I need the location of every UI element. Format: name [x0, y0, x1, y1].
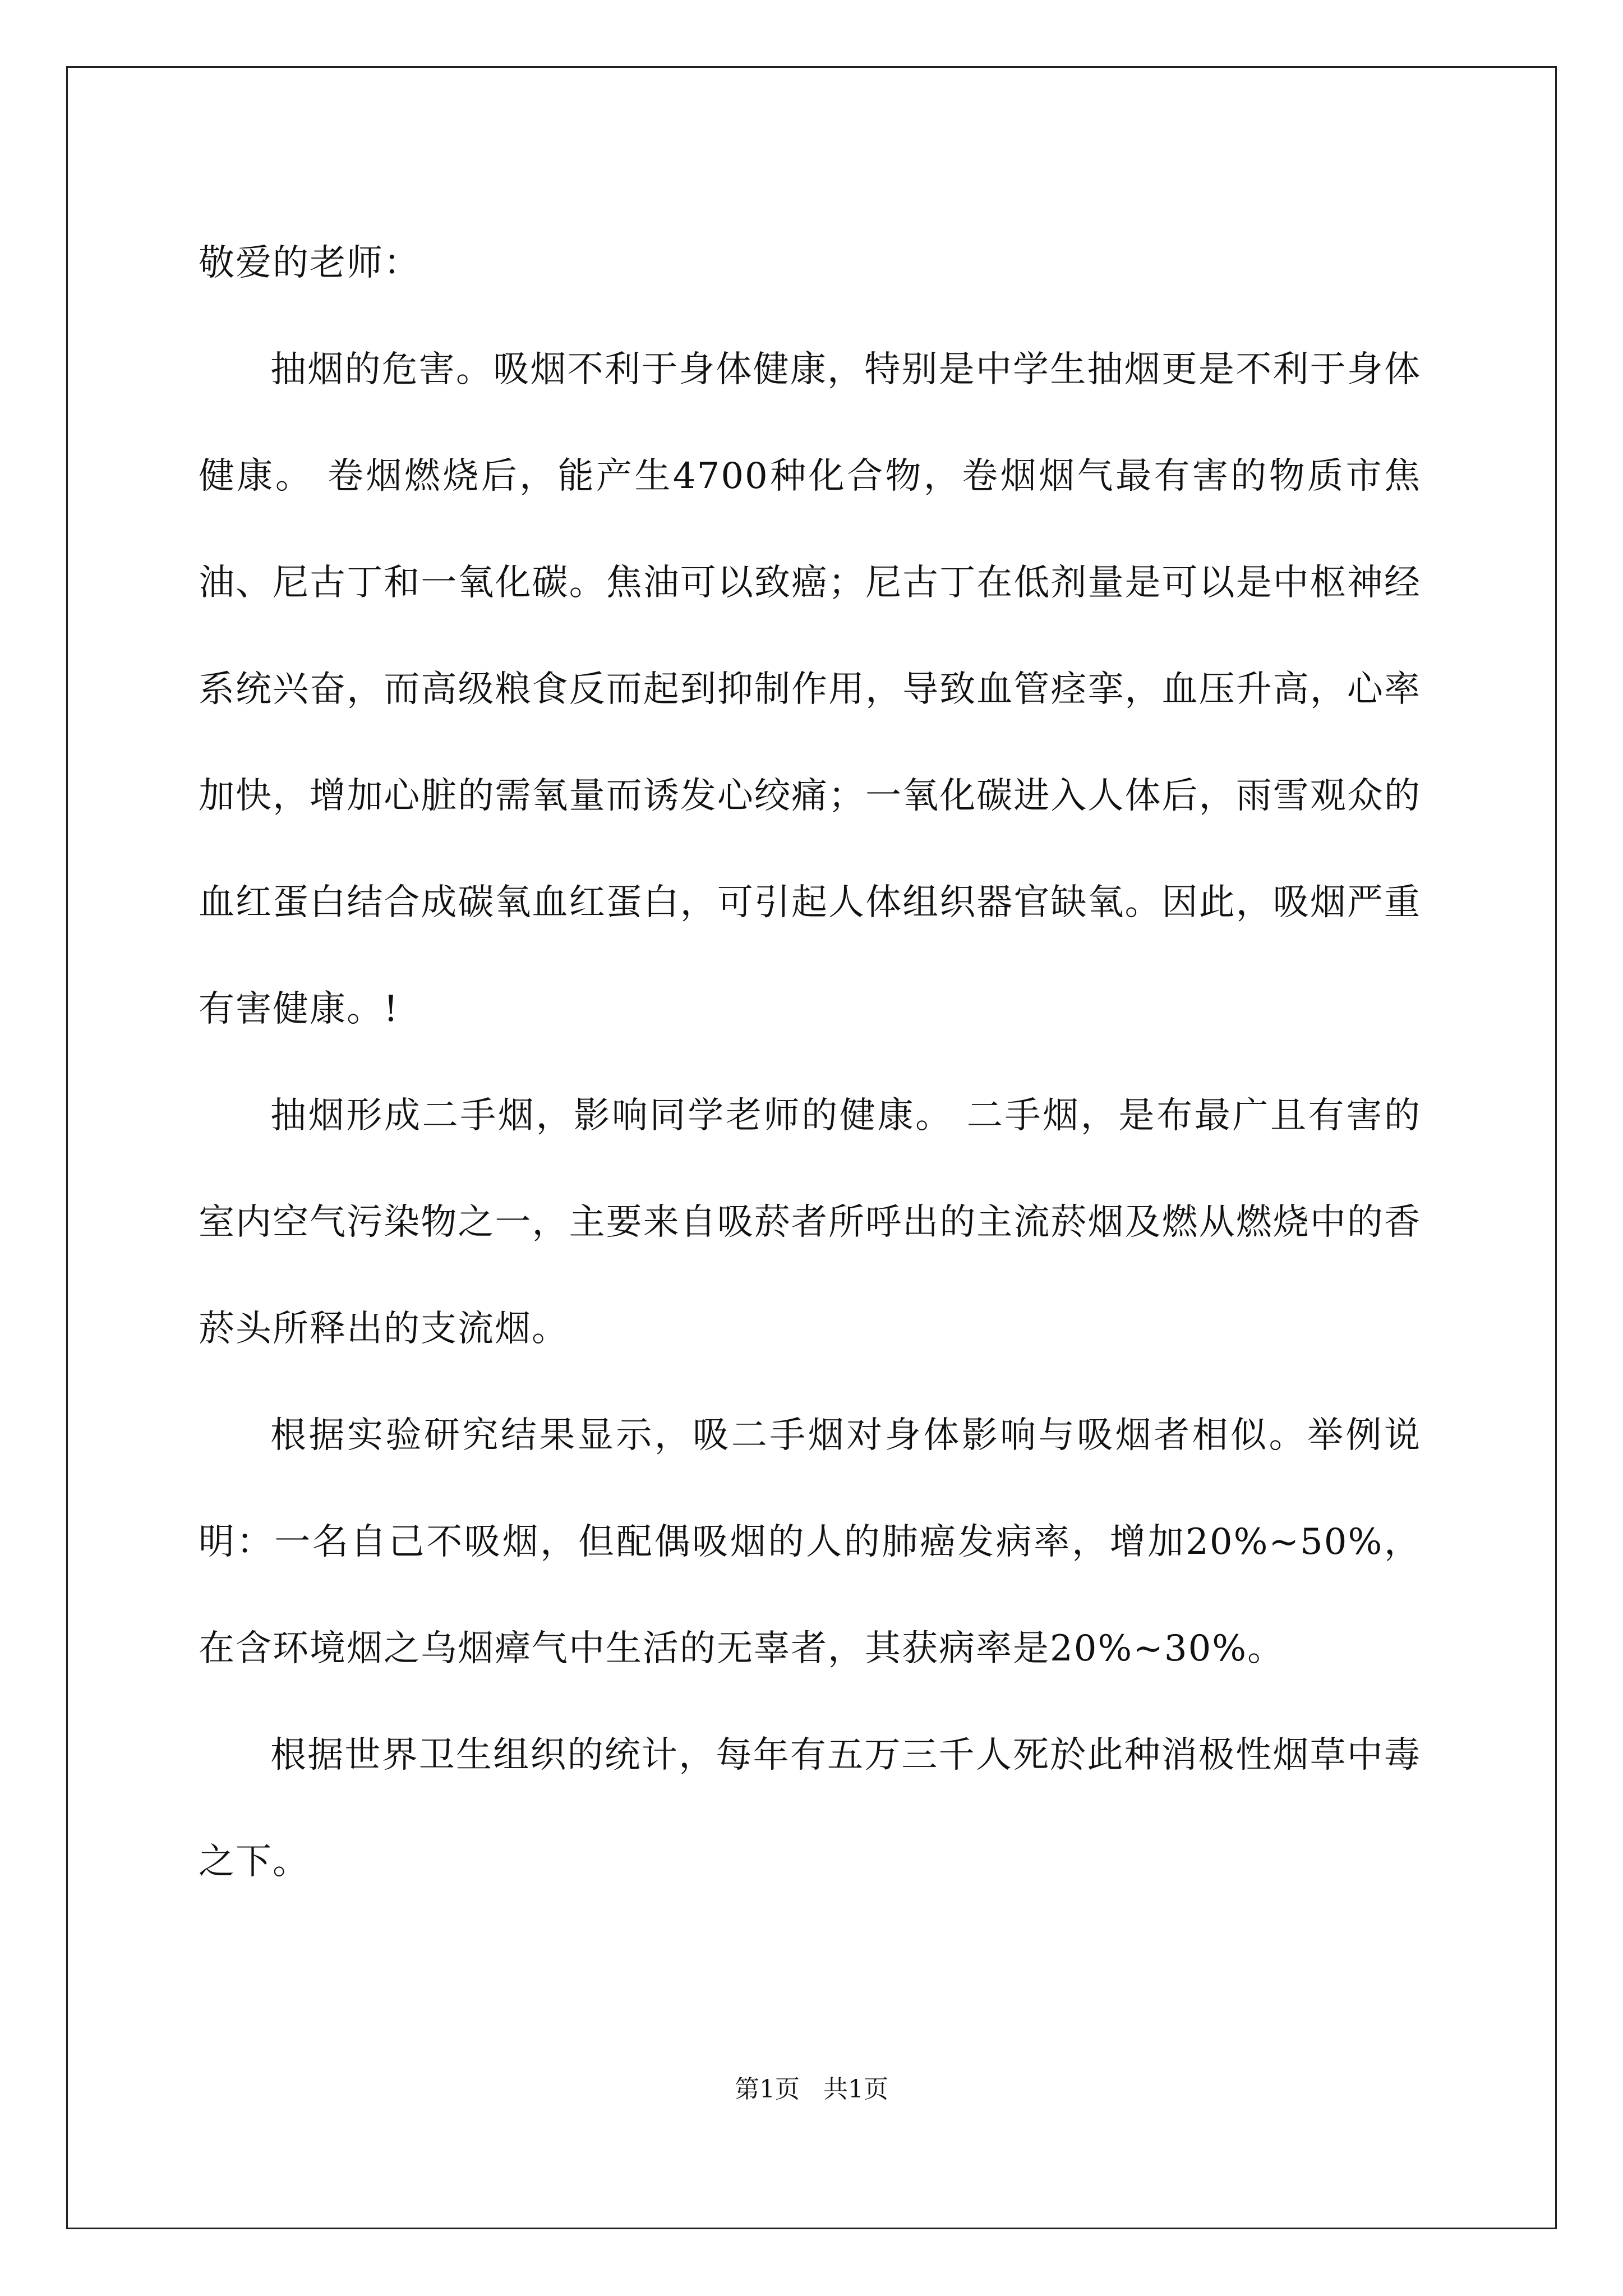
paragraph-2: 抽烟形成二手烟，影响同学老师的健康。 二手烟，是布最广且有害的室内空气污染物之一，主要来自吸菸者所呼出的主流菸烟及燃从燃烧中的香菸头所释出的支流烟。	[199, 1095, 1421, 1350]
paragraph-1: 抽烟的危害。吸烟不利于身体健康，特别是中学生抽烟更是不利于身体健康。 卷烟燃烧后，能产生4700种化合物，卷烟烟气最有害的物质市焦油、尼古丁和一氧化碳。焦油可以致癌；尼古丁在低剂量是可以是中枢神经系统兴奋，而高级粮食反而起到抑制作用，导致血管痉挛，血压升高，心率加快，增加心脏的需氧量而诱发心绞痛；一氧化碳进入人体后，雨雪观众的血红蛋白结合成碳氧血红蛋白，可引起人体组织器官缺氧。因此，吸烟严重有害健康。!	[199, 349, 1421, 1030]
page-footer	[0, 2073, 1623, 2106]
page-number: 第1页 共1页	[735, 2075, 888, 2104]
paragraph-3: 根据实验研究结果显示，吸二手烟对身体影响与吸烟者相似。举例说明：一名自己不吸烟，但配偶吸烟的人的肺癌发病率，增加20%~50%，在含环境烟之乌烟瘴气中生活的无辜者，其获病率是20%~30%。	[199, 1415, 1421, 1669]
paragraph-4: 根据世界卫生组织的统计，每年有五万三千人死於此种消极性烟草中毒之下。	[199, 1734, 1421, 1883]
salutation: 敬爱的老师：	[199, 242, 421, 284]
document-body	[199, 210, 1421, 1915]
